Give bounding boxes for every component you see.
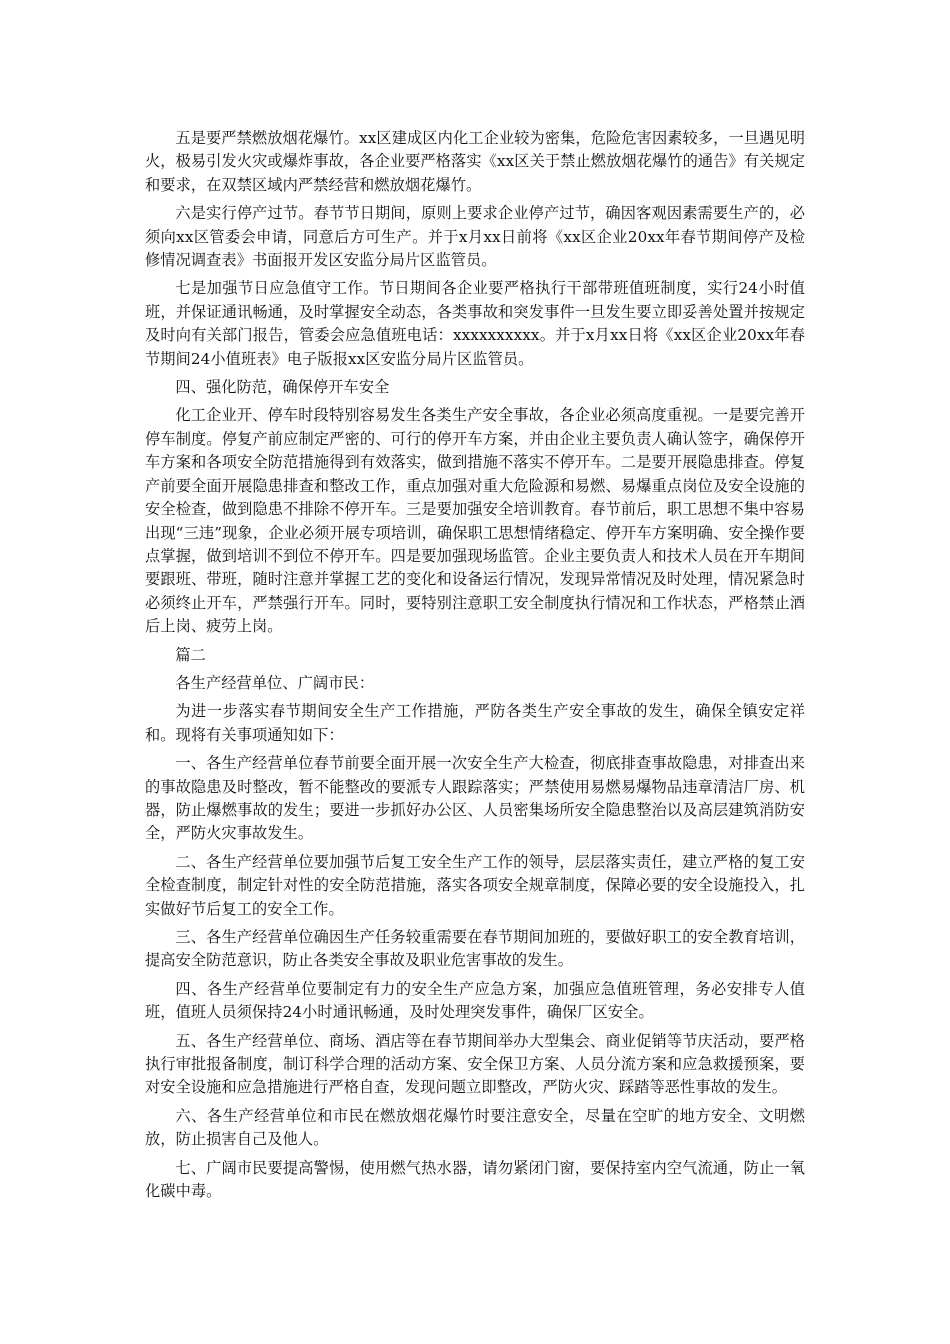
paragraph-startup-safety: 化工企业开、停车时段特别容易发生各类生产安全事故，各企业必须高度重视。一是要完善开停车制度。停复产前应制定严密的、可行的停开车方案，并由企业主要负责人确认签字，确保停开车方案和各项安全防范措施得到有效落实，做到措施不落实不停开车。二是要开展隐患排查。停复产前要全面开展隐患排查和整改工作，重点加强对重大危险源和易燃、易爆重点岗位及安全设施的安全检查，做到隐患不排除不停开车。三是要加强安全培训教育。春节前后，职工思想不集中容易出现“三违”现象，企业必须开展专项培训，确保职工思想情绪稳定、停开车方案明确、安全操作要点掌握，做到培训不到位不停开车。四是要加强现场监管。企业主要负责人和技术人员在开车期间要跟班、带班，随时注意并掌握工艺的变化和设备运行情况，发现异常情况及时处理，情况紧急时必须终止开车，严禁强行开车。同时，要特别注意职工安全制度执行情况和工作状态，严格禁止酒后上岗、疲劳上岗。 (145, 406, 805, 636)
section-heading-part-two: 篇二 (175, 645, 206, 664)
notice-item-5: 五、各生产经营单位、商场、酒店等在春节期间举办大型集会、商业促销等节庆活动，要严格执行审批报备制度，制订科学合理的活动方案、安全保卫方案、人员分流方案和应急救援预案，要对安全设施和应急措施进行严格自查，发现问题立即整改，严防火灾、踩踏等恶性事故的发生。 (145, 1031, 805, 1097)
notice-item-7: 七、广阔市民要提高警惕，使用燃气热水器，请勿紧闭门窗，要保持室内空气流通，防止一氧化碳中毒。 (145, 1158, 805, 1201)
notice-item-4: 四、各生产经营单位要制定有力的安全生产应急方案，加强应急值班管理，务必安排专人值班，值班人员须保持24小时通讯畅通，及时处理突发事件，确保厂区安全。 (145, 979, 805, 1022)
section-heading-startup-safety: 四、强化防范，确保停开车安全 (175, 378, 390, 397)
salutation: 各生产经营单位、广阔市民： (175, 673, 375, 692)
notice-item-6: 六、各生产经营单位和市民在燃放烟花爆竹时要注意安全，尽量在空旷的地方安全、文明燃放，防止损害自己及他人。 (145, 1106, 805, 1149)
notice-item-1: 一、各生产经营单位春节前要全面开展一次安全生产大检查，彻底排查事故隐患，对排查出来的事故隐患及时整改，暂不能整改的要派专人跟踪落实；严禁使用易燃易爆物品违章清洁厂房、机器，防止爆燃事故的发生；要进一步抓好办公区、人员密集场所安全隐患整治以及高层建筑消防安全，严防火灾事故发生。 (145, 754, 805, 843)
notice-item-2: 二、各生产经营单位要加强节后复工安全生产工作的领导，层层落实责任，建立严格的复工安全检查制度，制定针对性的安全防范措施，落实各项安全规章制度，保障必要的安全设施投入，扎实做好节后复工的安全工作。 (145, 852, 805, 918)
paragraph-holiday-shutdown: 六是实行停产过节。春节节日期间，原则上要求企业停产过节，确因客观因素需要生产的，必须向xx区管委会申请，同意后方可生产。并于x月xx日前将《xx区企业20xx年春节期间停产及检修情况调查表》书面报开发区安监分局片区监管员。 (145, 204, 805, 270)
paragraph-intro: 为进一步落实春节期间安全生产工作措施，严防各类生产安全事故的发生，确保全镇安定祥和。现将有关事项通知如下： (145, 702, 805, 744)
paragraph-emergency-duty: 七是加强节日应急值守工作。节日期间各企业要严格执行干部带班值班制度，实行24小时值班，并保证通讯畅通，及时掌握安全动态，各类事故和突发事件一旦发生要立即妥善处置并按规定及时向有关部门报告，管委会应急值班电话：xxxxxxxxxx。并于x月xx日将《xx区企业20xx年春节期间24小值班表》电子版报xx区安监分局片区监管员。 (145, 279, 805, 368)
paragraph-fireworks-ban: 五是要严禁燃放烟花爆竹。xx区建成区内化工企业较为密集，危险危害因素较多，一旦遇见明火，极易引发火灾或爆炸事故，各企业要严格落实《xx区关于禁止燃放烟花爆竹的通告》有关规定和要求，在双禁区域内严禁经营和燃放烟花爆竹。 (145, 129, 805, 194)
notice-item-3: 三、各生产经营单位确因生产任务较重需要在春节期间加班的，要做好职工的安全教育培训，提高安全防范意识，防止各类安全事故及职业危害事故的发生。 (145, 928, 805, 970)
document-page (145, 127, 805, 1208)
